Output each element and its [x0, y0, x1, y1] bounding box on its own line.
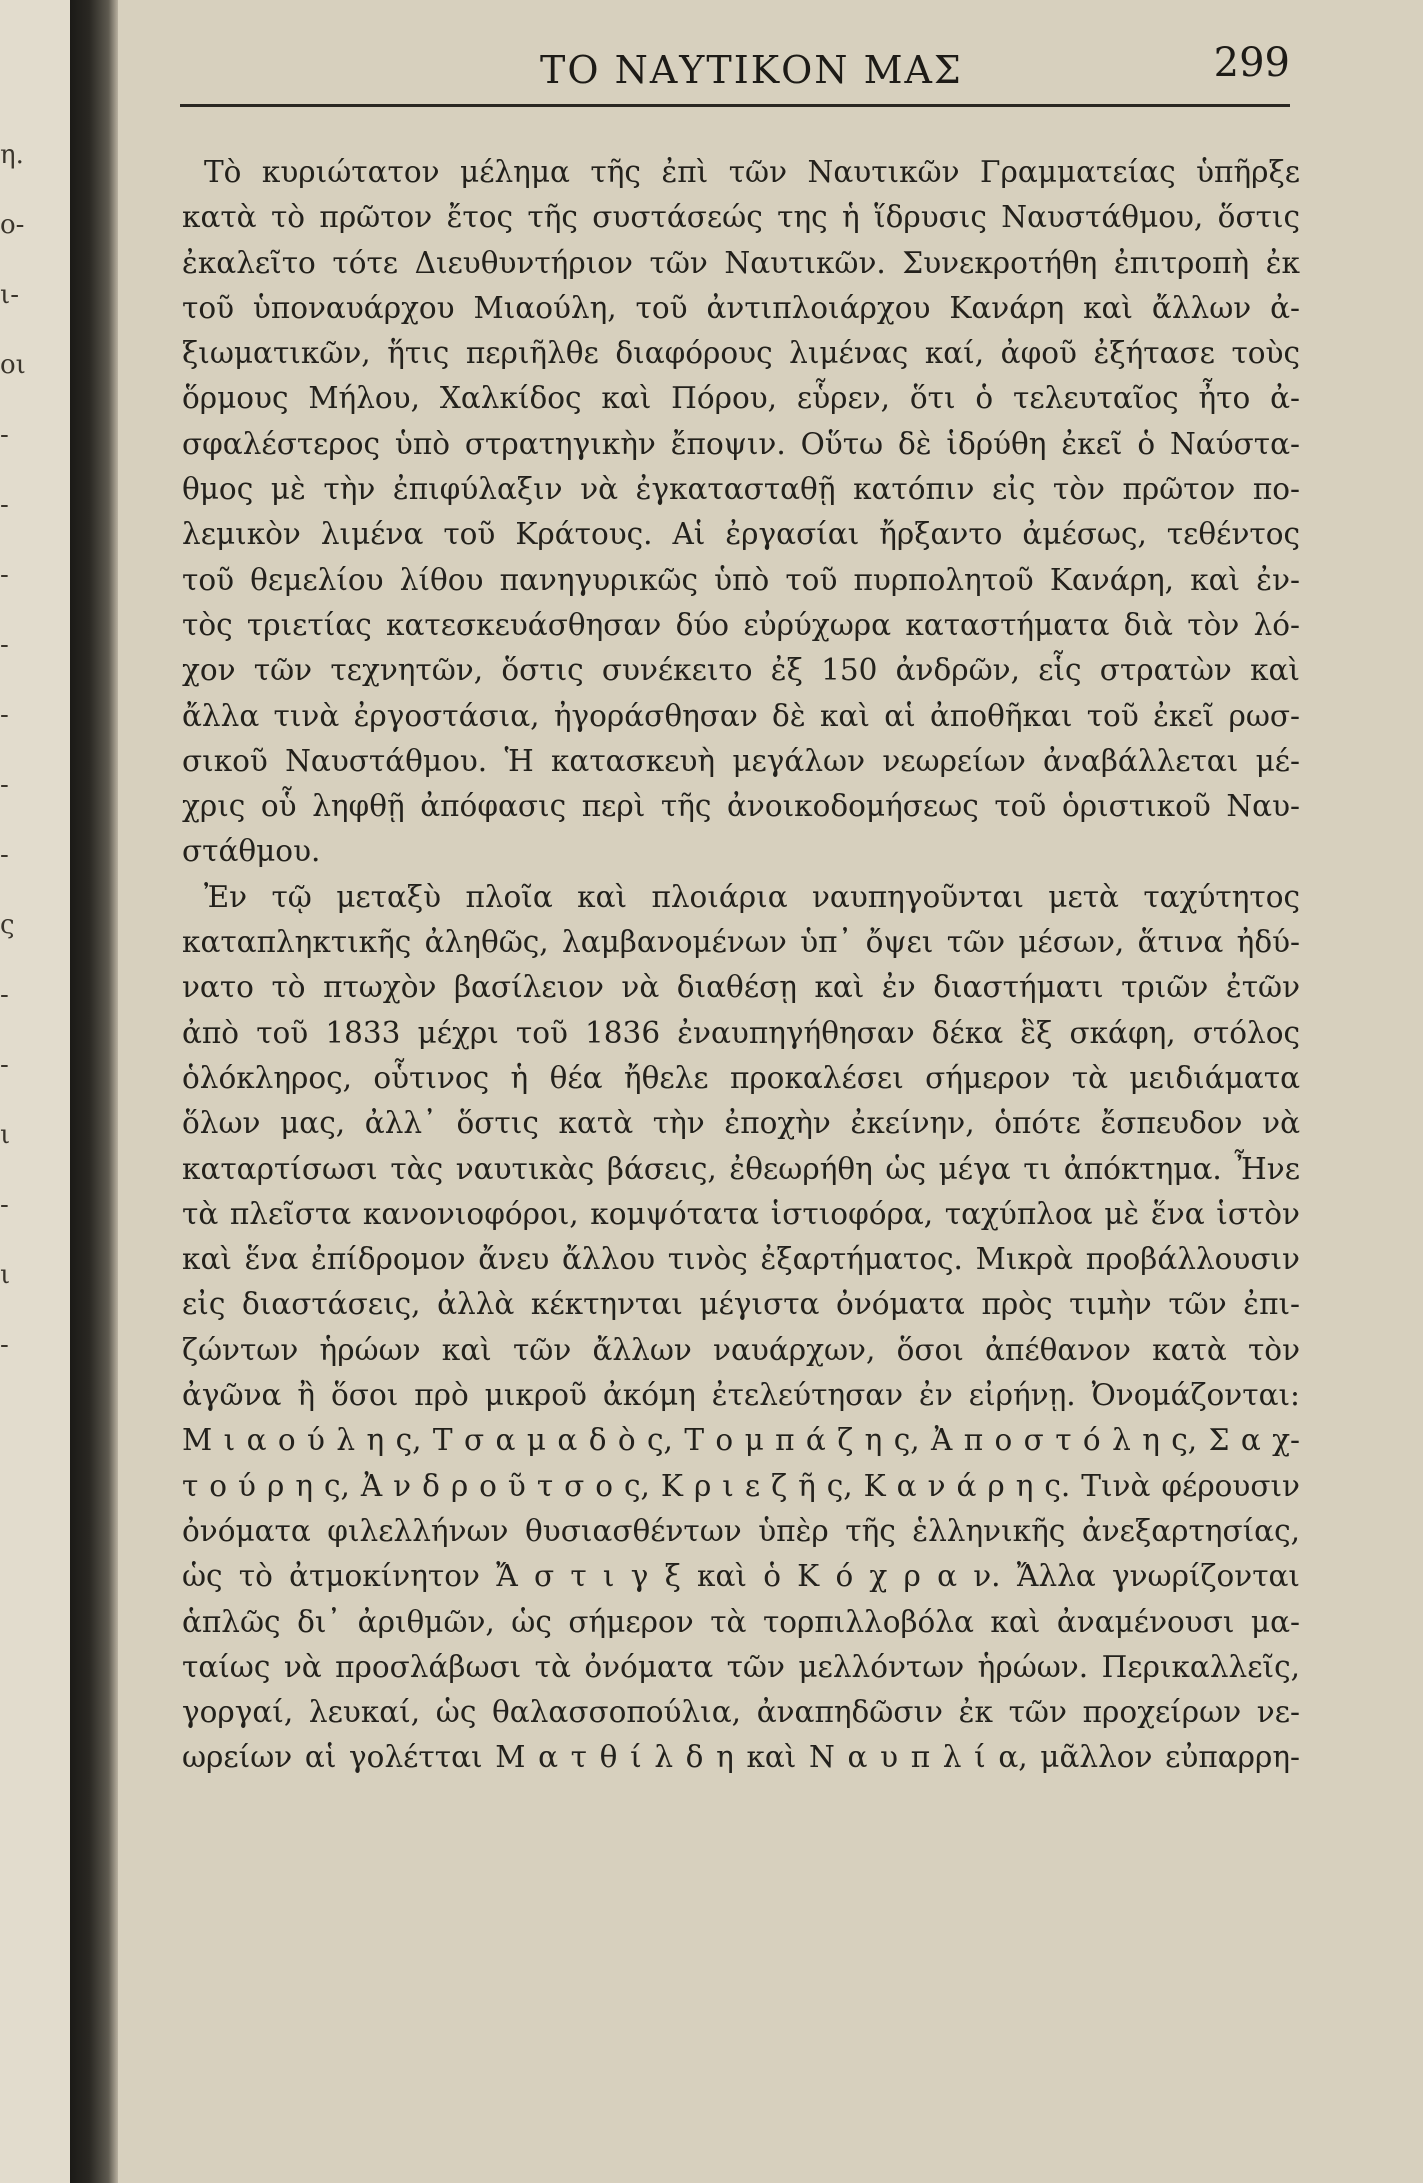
- margin-fragment: -: [0, 420, 9, 450]
- text-line: τ ο ύ ρ η ς, Ἀ ν δ ρ ο ῦ τ σ ο ς, Κ ρ ι ε ζ ῆ ς, Κ α ν ά ρ η ς. Τινὰ φέρουσιν: [182, 1468, 1300, 1503]
- text-line: ὀνόματα φιλελλήνων θυσιασθέντων ὑπὲρ τῆς ἑλληνικῆς ἀνεξαρτησίας,: [182, 1513, 1300, 1548]
- text-line: τὸς τριετίας κατεσκευάσθησαν δύο εὐρύχωρα καταστήματα διὰ τὸν λό-: [182, 607, 1300, 642]
- text-line: γοργαί, λευκαί, ὡς θαλασσοπούλια, ἀναπηδῶσιν ἐκ τῶν προχείρων νε-: [182, 1695, 1300, 1730]
- text-line: χρις οὗ ληφθῇ ἀπόφασις περὶ τῆς ἀνοικοδομήσεως τοῦ ὁριστικοῦ Ναυ-: [182, 789, 1300, 824]
- text-line: καταπληκτικῆς ἀληθῶς, λαμβανομένων ὑπ᾽ ὄψει τῶν μέσων, ἅτινα ἠδύ-: [182, 925, 1300, 960]
- header-rule: [180, 104, 1290, 107]
- body-text: [182, 150, 1300, 1781]
- margin-fragment: ι: [0, 1260, 11, 1290]
- text-line: Τὸ κυριώτατον μέλημα τῆς ἐπὶ τῶν Ναυτικῶν Γραμματείας ὑπῆρξε: [204, 155, 1300, 189]
- page-header: [180, 40, 1290, 100]
- text-line: στάθμου.: [182, 834, 321, 869]
- text-line: ὡς τὸ ἀτμοκίνητον Ἄ σ τ ι γ ξ καὶ ὁ Κ ό χ ρ α ν. Ἄλλα γνωρίζονται: [182, 1559, 1300, 1594]
- margin-fragment: ο-: [0, 210, 25, 240]
- margin-fragment: -: [0, 980, 9, 1010]
- text-line: καταρτίσωσι τὰς ναυτικὰς βάσεις, ἐθεωρήθη ὡς μέγα τι ἀπόκτημα. Ἦνε: [182, 1151, 1300, 1186]
- previous-page-margin: [0, 0, 70, 2183]
- text-line: Ἐν τῷ μεταξὺ πλοῖα καὶ πλοιάρια ναυπηγοῦνται μετὰ ταχύτητος: [204, 879, 1300, 914]
- text-line: Μ ι α ο ύ λ η ς, Τ σ α μ α δ ὸ ς, Τ ο μ π ά ζ η ς, Ἀ π ο σ τ ό λ η ς, Σ α χ-: [182, 1423, 1300, 1458]
- margin-fragment: -: [0, 840, 9, 870]
- text-line: ὁλόκληρος, οὗτινος ἡ θέα ἤθελε προκαλέσει σήμερον τὰ μειδιάματα: [182, 1060, 1300, 1095]
- text-line: ωρείων αἱ γολέτται Μ α τ θ ί λ δ η καὶ Ν α υ π λ ί α, μᾶλλον εὐπαρρη-: [182, 1740, 1300, 1775]
- text-line: νατο τὸ πτωχὸν βασίλειον νὰ διαθέσῃ καὶ ἐν διαστήματι τριῶν ἐτῶν: [182, 970, 1300, 1005]
- text-line: κατὰ τὸ πρῶτον ἔτος τῆς συστάσεώς της ἡ ἵδρυσις Ναυστάθμου, ὅστις: [182, 200, 1300, 235]
- margin-fragment: ι: [0, 1120, 11, 1150]
- margin-fragment: ς: [0, 910, 15, 940]
- running-title: ΤΟ ΝΑΥΤΙΚΟΝ ΜΑΣ: [540, 48, 963, 92]
- text-line: ὅλων μας, ἀλλ᾽ ὅστις κατὰ τὴν ἐποχὴν ἐκείνην, ὁπότε ἔσπευδον νὰ: [182, 1106, 1300, 1141]
- text-line: ἀγῶνα ἢ ὅσοι πρὸ μικροῦ ἀκόμη ἐτελεύτησαν ἐν εἰρήνῃ. Ὀνομάζονται:: [182, 1378, 1300, 1413]
- text-line: τοῦ θεμελίου λίθου πανηγυρικῶς ὑπὸ τοῦ πυρπολητοῦ Κανάρη, καὶ ἐν-: [182, 562, 1300, 597]
- text-line: ζώντων ἡρώων καὶ τῶν ἄλλων ναυάρχων, ὅσοι ἀπέθανον κατὰ τὸν: [182, 1332, 1300, 1367]
- margin-fragment: -: [0, 1050, 9, 1080]
- text-line: ἁπλῶς δι᾽ ἀριθμῶν, ὡς σήμερον τὰ τορπιλλοβόλα καὶ ἀναμένουσι μα-: [182, 1604, 1300, 1639]
- text-line: ξιωματικῶν, ἥτις περιῆλθε διαφόρους λιμένας καί, ἀφοῦ ἐξήτασε τοὺς: [182, 336, 1300, 371]
- text-line: καὶ ἕνα ἐπίδρομον ἄνευ ἄλλου τινὸς ἐξαρτήματος. Μικρὰ προβάλλουσιν: [182, 1242, 1300, 1277]
- margin-fragment: -: [0, 700, 9, 730]
- margin-fragment: -: [0, 1190, 9, 1220]
- text-line: τὰ πλεῖστα κανονιοφόροι, κομψότατα ἱστιοφόρα, ταχύπλοα μὲ ἕνα ἱστὸν: [182, 1196, 1300, 1231]
- text-line: χον τῶν τεχνητῶν, ὅστις συνέκειτο ἐξ 150 ἀνδρῶν, εἷς στρατὼν καὶ: [182, 653, 1300, 688]
- text-line: λεμικὸν λιμένα τοῦ Κράτους. Αἱ ἐργασίαι ἤρξαντο ἀμέσως, τεθέντος: [182, 517, 1300, 552]
- text-line: τοῦ ὑποναυάρχου Μιαούλη, τοῦ ἀντιπλοιάρχου Κανάρη καὶ ἄλλων ἀ-: [182, 290, 1300, 325]
- text-line: σικοῦ Ναυστάθμου. Ἡ κατασκευὴ μεγάλων νεωρείων ἀναβάλλεται μέ-: [182, 743, 1300, 778]
- book-gutter: [70, 0, 118, 2183]
- margin-fragment: -: [0, 1330, 9, 1360]
- margin-fragment: -: [0, 770, 9, 800]
- text-line: εἰς διαστάσεις, ἀλλὰ κέκτηνται μέγιστα ὀνόματα πρὸς τιμὴν τῶν ἐπι-: [182, 1287, 1300, 1322]
- margin-fragment: οι: [0, 350, 26, 380]
- margin-fragment: η.: [0, 140, 24, 170]
- text-line: θμος μὲ τὴν ἐπιφύλαξιν νὰ ἐγκατασταθῇ κατόπιν εἰς τὸν πρῶτον πο-: [182, 472, 1300, 507]
- margin-fragment: -: [0, 490, 9, 520]
- text-line: ἀπὸ τοῦ 1833 μέχρι τοῦ 1836 ἐναυπηγήθησαν δέκα ἓξ σκάφη, στόλος: [182, 1015, 1300, 1050]
- text-line: ἄλλα τινὰ ἐργοστάσια, ἠγοράσθησαν δὲ καὶ αἱ ἀποθῆκαι τοῦ ἐκεῖ ρωσ-: [182, 698, 1300, 733]
- margin-fragment: -: [0, 560, 9, 590]
- page-number: 299: [1213, 40, 1290, 86]
- text-line: σφαλέστερος ὑπὸ στρατηγικὴν ἔποψιν. Οὕτω δὲ ἱδρύθη ἐκεῖ ὁ Ναύστα-: [182, 426, 1300, 461]
- text-line: ὅρμους Μήλου, Χαλκίδος καὶ Πόρου, εὗρεν, ὅτι ὁ τελευταῖος ἦτο ἀ-: [182, 381, 1300, 416]
- previous-page-fragments: [0, 120, 40, 1380]
- text-line: ἐκαλεῖτο τότε Διευθυντήριον τῶν Ναυτικῶν. Συνεκροτήθη ἐπιτροπὴ ἐκ: [182, 245, 1300, 280]
- margin-fragment: ι-: [0, 280, 19, 310]
- margin-fragment: -: [0, 630, 9, 660]
- text-line: ταίως νὰ προσλάβωσι τὰ ὀνόματα τῶν μελλόντων ἡρώων. Περικαλλεῖς,: [182, 1649, 1300, 1684]
